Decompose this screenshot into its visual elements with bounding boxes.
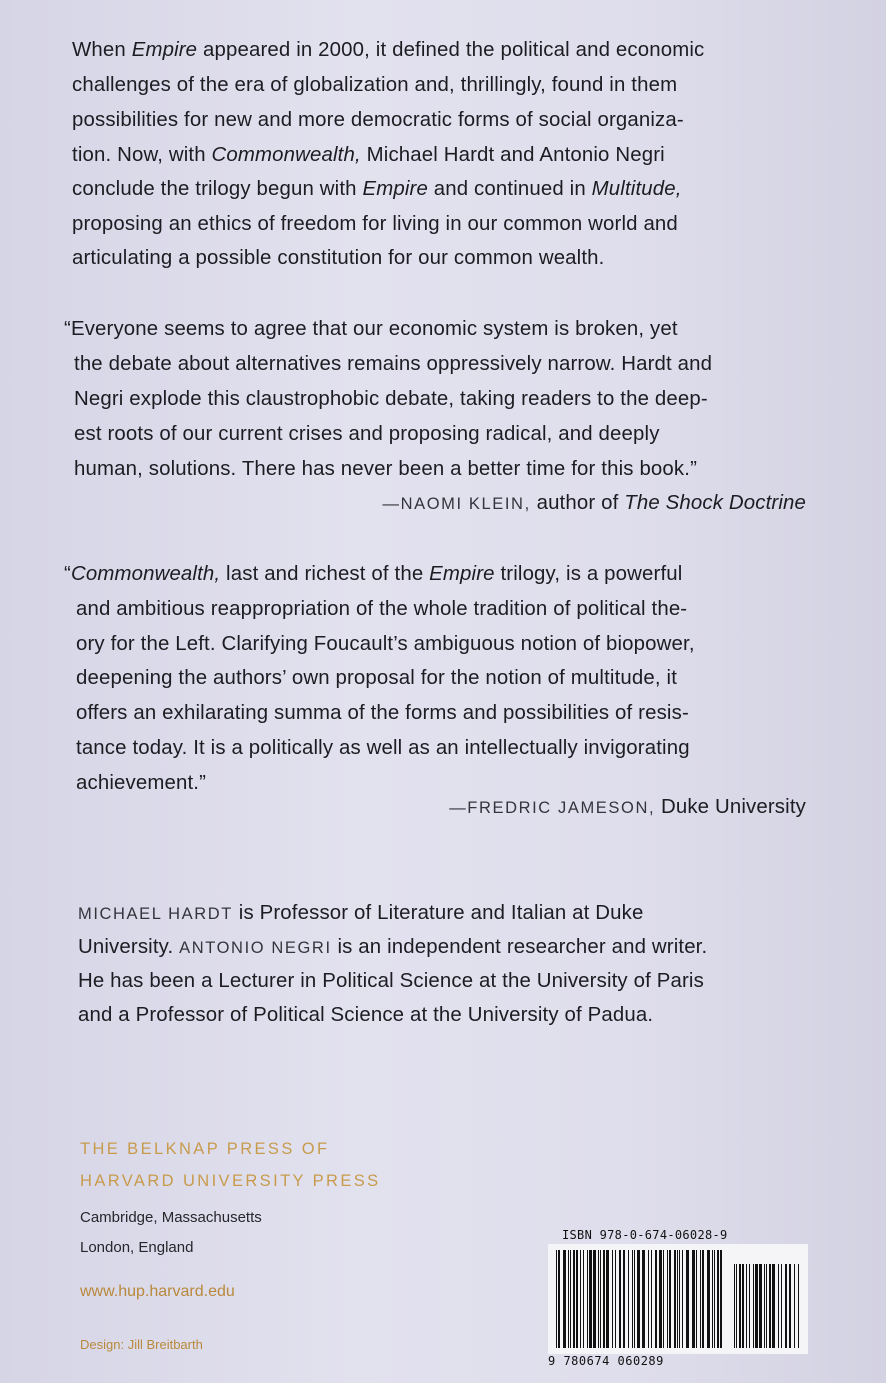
barcode-bar bbox=[746, 1264, 747, 1348]
description-line-5: conclude the trilogy begun with Empire and continued in Multitude, bbox=[72, 178, 682, 200]
barcode-bar bbox=[702, 1250, 704, 1348]
blurb1-attribution: —NAOMI KLEIN, author of The Shock Doctrine bbox=[382, 492, 806, 514]
barcode-bar bbox=[659, 1250, 662, 1348]
author-name-negri: ANTONIO NEGRI bbox=[179, 939, 332, 957]
barcode-bar bbox=[714, 1250, 715, 1348]
blurb2-line-3: ory for the Left. Clarifying Foucault’s ambiguous notion of biopower, bbox=[76, 633, 695, 655]
author-name-hardt: MICHAEL HARDT bbox=[78, 905, 233, 923]
publisher-website: www.hup.harvard.edu bbox=[80, 1283, 235, 1300]
barcode-bar bbox=[556, 1250, 557, 1348]
publisher-city-1: Cambridge, Massachusetts bbox=[80, 1209, 262, 1226]
barcode-bar bbox=[742, 1264, 744, 1348]
blurb2-line-5: offers an exhilarating summa of the forms and possibilities of resis- bbox=[76, 702, 689, 724]
blurb2-line-7: achievement.” bbox=[76, 772, 207, 794]
barcode-bar bbox=[576, 1250, 578, 1348]
blurb2-line-4: deepening the authors’ own proposal for the notion of multitude, it bbox=[76, 667, 678, 689]
barcode-bar bbox=[736, 1264, 737, 1348]
barcode-bar bbox=[720, 1250, 722, 1348]
barcode-bar bbox=[674, 1250, 676, 1348]
blurb1-line-1: “Everyone seems to agree that our economic system is broken, yet bbox=[64, 318, 678, 340]
barcode-bar bbox=[772, 1264, 775, 1348]
barcode-bar bbox=[794, 1264, 795, 1348]
barcode-digits: 9 780674 060289 bbox=[548, 1354, 664, 1368]
barcode-bar bbox=[623, 1250, 625, 1348]
publisher-line-1: THE BELKNAP PRESS OF bbox=[80, 1140, 330, 1158]
barcode-bar bbox=[667, 1250, 668, 1348]
blurb1-line-3: Negri explode this claustrophobic debate, taking readers to the deep- bbox=[74, 388, 708, 410]
barcode-bar bbox=[593, 1250, 596, 1348]
barcode-bar bbox=[651, 1250, 652, 1348]
blurb1-line-4: est roots of our current crises and proposing radical, and deeply bbox=[74, 423, 660, 445]
barcode-bar bbox=[634, 1250, 635, 1348]
barcode-addon-bars bbox=[734, 1264, 799, 1348]
isbn-barcode bbox=[548, 1244, 808, 1354]
barcode-bar bbox=[598, 1250, 599, 1348]
description-line-7: articulating a possible constitution for our common wealth. bbox=[72, 247, 605, 269]
barcode-bar bbox=[568, 1250, 569, 1348]
blurb2-line-6: tance today. It is a politically as well as an intellectually invigorating bbox=[76, 737, 690, 759]
barcode-bar bbox=[619, 1250, 621, 1348]
barcode-bar bbox=[612, 1250, 613, 1348]
bio-line-1: MICHAEL HARDT is Professor of Literature and Italian at Duke bbox=[78, 902, 644, 924]
barcode-bar bbox=[753, 1264, 754, 1348]
description-line-3: possibilities for new and more democratic forms of social organiza- bbox=[72, 109, 684, 131]
barcode-bar bbox=[739, 1264, 741, 1348]
description-line-6: proposing an ethics of freedom for living in our common world and bbox=[72, 213, 678, 235]
blurb1-line-2: the debate about alternatives remains oppressively narrow. Hardt and bbox=[74, 353, 713, 375]
barcode-bar bbox=[655, 1250, 657, 1348]
barcode-bar bbox=[587, 1250, 588, 1348]
barcode-bar bbox=[677, 1250, 678, 1348]
description-line-2: challenges of the era of globalization and, thrillingly, found in them bbox=[72, 74, 678, 96]
barcode-bar bbox=[769, 1264, 771, 1348]
barcode-bar bbox=[632, 1250, 633, 1348]
barcode-bar bbox=[600, 1250, 601, 1348]
publisher-line-2: HARVARD UNIVERSITY PRESS bbox=[80, 1172, 381, 1190]
blurb1-line-5: human, solutions. There has never been a better time for this book.” bbox=[74, 458, 698, 480]
barcode-bar bbox=[764, 1264, 765, 1348]
barcode-bar bbox=[580, 1250, 581, 1348]
barcode-bar bbox=[573, 1250, 575, 1348]
barcode-bar bbox=[696, 1250, 697, 1348]
barcode-bar bbox=[712, 1250, 713, 1348]
barcode-bar bbox=[707, 1250, 710, 1348]
blurb2-author: —FREDRIC JAMESON, bbox=[449, 799, 656, 817]
description-line-1: When Empire appeared in 2000, it defined the political and economic bbox=[72, 39, 705, 61]
barcode-bar bbox=[583, 1250, 584, 1348]
barcode-bar bbox=[717, 1250, 719, 1348]
barcode-bar bbox=[734, 1264, 735, 1348]
barcode-bar bbox=[669, 1250, 671, 1348]
barcode-bar bbox=[749, 1264, 750, 1348]
barcode-bar bbox=[637, 1250, 640, 1348]
bio-line-3: He has been a Lecturer in Political Science at the University of Paris bbox=[78, 970, 704, 992]
barcode-bar bbox=[692, 1250, 695, 1348]
barcode-bar bbox=[766, 1264, 767, 1348]
barcode-bar bbox=[778, 1264, 779, 1348]
blurb2-line-2: and ambitious reappropriation of the whole tradition of political the- bbox=[76, 598, 688, 620]
barcode-bar bbox=[785, 1264, 787, 1348]
barcode-bar bbox=[663, 1250, 664, 1348]
description-line-4: tion. Now, with Commonwealth, Michael Hardt and Antonio Negri bbox=[72, 144, 665, 166]
barcode-bar bbox=[679, 1250, 680, 1348]
barcode-bar bbox=[759, 1264, 762, 1348]
barcode-bar bbox=[628, 1250, 629, 1348]
bio-line-4: and a Professor of Political Science at the University of Padua. bbox=[78, 1004, 654, 1026]
barcode-bar bbox=[558, 1250, 560, 1348]
barcode-bar bbox=[603, 1250, 605, 1348]
blurb2-attribution: —FREDRIC JAMESON, Duke University bbox=[449, 796, 806, 818]
barcode-bar bbox=[755, 1264, 758, 1348]
publisher-city-2: London, England bbox=[80, 1239, 194, 1256]
isbn-label: ISBN 978-0-674-06028-9 bbox=[562, 1228, 728, 1242]
barcode-bar bbox=[648, 1250, 649, 1348]
barcode-bar bbox=[570, 1250, 571, 1348]
barcode-bar bbox=[642, 1250, 645, 1348]
barcode-bar bbox=[798, 1264, 799, 1348]
blurb2-line-1: “Commonwealth, last and richest of the Empire trilogy, is a powerful bbox=[64, 563, 683, 585]
blurb1-author: —NAOMI KLEIN, bbox=[382, 495, 531, 513]
barcode-bar bbox=[615, 1250, 616, 1348]
barcode-bar bbox=[781, 1264, 782, 1348]
barcode-bar bbox=[789, 1264, 791, 1348]
barcode-bar bbox=[700, 1250, 701, 1348]
design-credit: Design: Jill Breitbarth bbox=[80, 1337, 203, 1352]
barcode-bar bbox=[606, 1250, 609, 1348]
barcode-bar bbox=[589, 1250, 592, 1348]
barcode-bar bbox=[682, 1250, 683, 1348]
barcode-bar bbox=[686, 1250, 689, 1348]
bio-line-2: University. ANTONIO NEGRI is an independent researcher and writer. bbox=[78, 936, 708, 958]
barcode-bar bbox=[563, 1250, 566, 1348]
